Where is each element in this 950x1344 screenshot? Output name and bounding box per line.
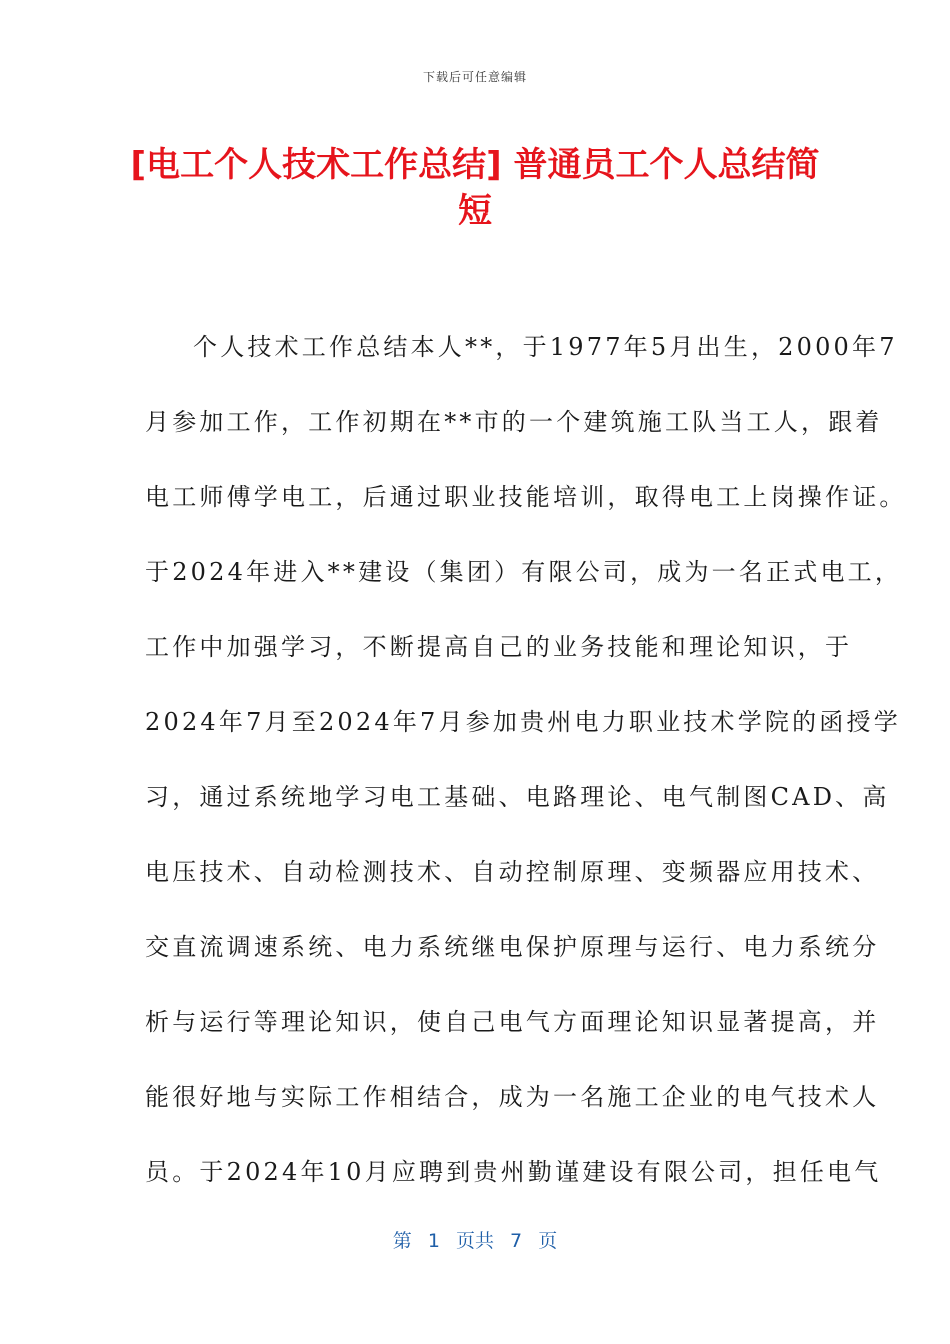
paragraph-line: 员。于2024年10月应聘到贵州勤谨建设有限公司，担任电气: [145, 1158, 882, 1186]
footer-middle: 页共: [455, 1230, 494, 1252]
footer-prefix: 第: [392, 1230, 412, 1252]
paragraph-line: 能很好地与实际工作相结合，成为一名施工企业的电气技术人: [145, 1083, 880, 1111]
paragraph-line: 电工师傅学电工，后通过职业技能培训，取得电工上岗操作证。: [145, 483, 907, 511]
paragraph-line: 电压技术、自动检测技术、自动控制原理、变频器应用技术、: [145, 858, 880, 886]
paragraph-line: 月参加工作，工作初期在**市的一个建筑施工队当工人，跟着: [145, 408, 883, 436]
header-note: 下载后可任意编辑: [422, 70, 527, 84]
document-title: [电工个人技术工作总结] 普通员工个人总结简短: [130, 145, 820, 231]
paragraph-line: 交直流调速系统、电力系统继电保护原理与运行、电力系统分: [145, 933, 880, 961]
page-footer: [0, 1226, 950, 1253]
footer-suffix: 页: [538, 1230, 558, 1252]
paragraph-line: 析与运行等理论知识，使自己电气方面理论知识显著提高，并: [145, 1008, 880, 1036]
paragraph-line: 工作中加强学习，不断提高自己的业务技能和理论知识，于: [145, 633, 853, 661]
paragraph-line: 个人技术工作总结本人**，于1977年5月出生，2000年7: [193, 333, 898, 361]
paragraph-line: 于2024年进入**建设（集团）有限公司，成为一名正式电工，: [145, 558, 903, 586]
document-body: [145, 322, 907, 1222]
footer-page-number: 1: [427, 1230, 440, 1252]
footer-total-pages: 7: [510, 1230, 523, 1252]
paragraph-line: 习，通过系统地学习电工基础、电路理论、电气制图CAD、高: [145, 783, 890, 811]
paragraph-line: 2024年7月至2024年7月参加贵州电力职业技术学院的函授学: [145, 708, 901, 736]
